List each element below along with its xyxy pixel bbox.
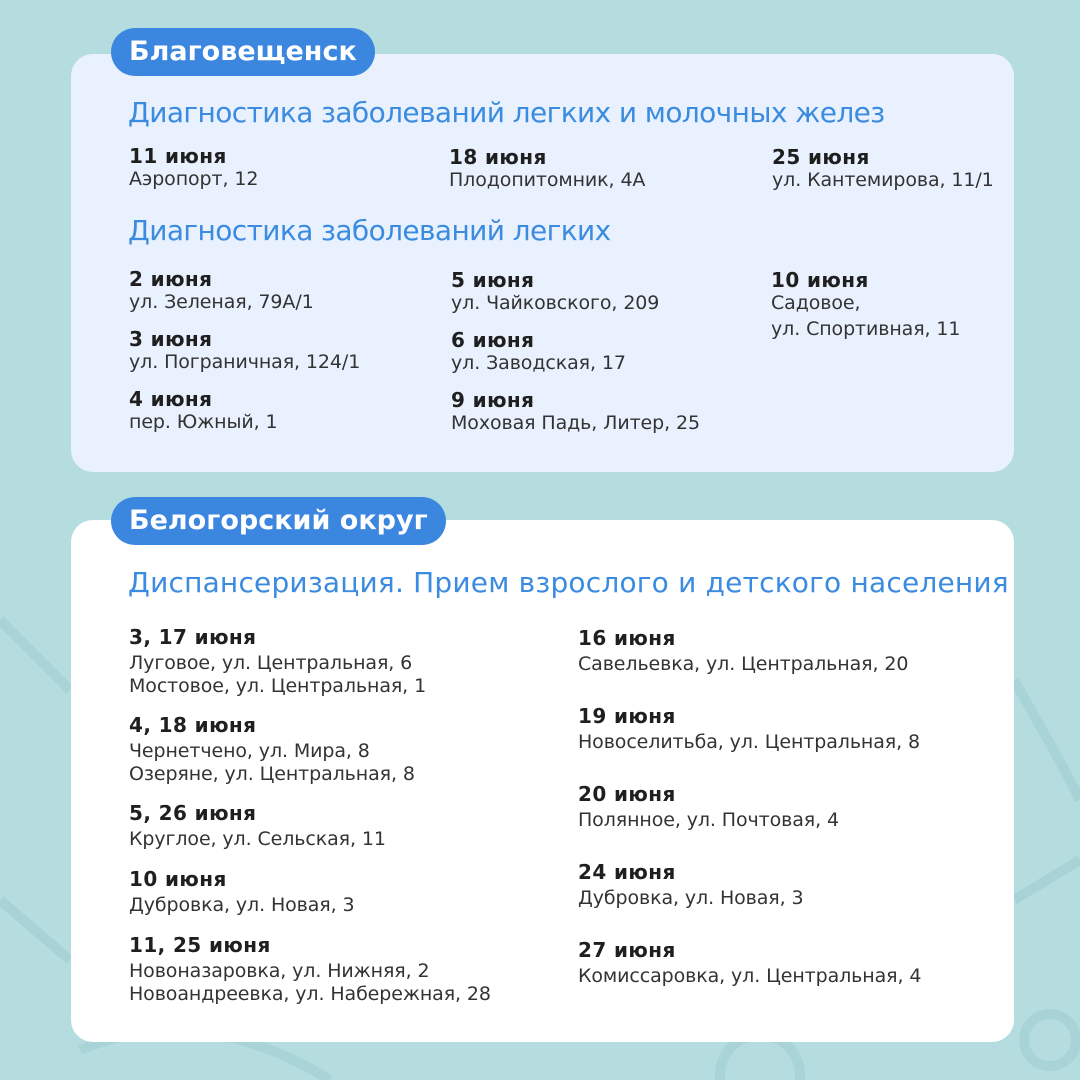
entry-address: Новоселитьба, ул. Центральная, 8 xyxy=(578,731,920,753)
schedule-entry xyxy=(771,268,960,341)
entry-address: Луговое, ул. Центральная, 6 xyxy=(129,652,413,674)
entry-address: Савельевка, ул. Центральная, 20 xyxy=(578,653,909,675)
section2-heading: Диспансеризация. Прием взрослого и детского населения xyxy=(128,566,1009,599)
entry-address: Моховая Падь, Литер, 25 xyxy=(451,412,700,434)
entry-date: 6 июня xyxy=(451,328,535,352)
entry-address: ул. Зеленая, 79А/1 xyxy=(129,291,314,313)
entry-address: ул. Пограничная, 124/1 xyxy=(129,351,361,373)
entry-date: 2 июня xyxy=(129,267,213,291)
schedule-entry xyxy=(449,145,645,192)
entry-date: 11, 25 июня xyxy=(129,933,271,957)
section-badge-blagoveshchensk: Благовещенск xyxy=(111,28,375,76)
entry-date: 3 июня xyxy=(129,327,213,351)
schedule-entry xyxy=(451,388,700,435)
entry-address: Плодопитомник, 4А xyxy=(449,169,646,191)
entry-date: 16 июня xyxy=(578,626,676,650)
entry-date: 18 июня xyxy=(449,145,547,169)
entry-date: 4 июня xyxy=(129,387,213,411)
schedule-entry xyxy=(129,267,314,314)
schedule-entry xyxy=(129,327,360,374)
entry-address: Полянное, ул. Почтовая, 4 xyxy=(578,809,839,831)
entry-address: Садовое, xyxy=(771,292,861,314)
entry-date: 5 июня xyxy=(451,268,535,292)
entry-address-line2: Мостовое, ул. Центральная, 1 xyxy=(129,675,427,697)
entry-date: 4, 18 июня xyxy=(129,713,257,737)
entry-address: Дубровка, ул. Новая, 3 xyxy=(578,887,804,909)
schedule-entry xyxy=(129,387,278,434)
section1-heading-lungs: Диагностика заболеваний легких xyxy=(128,214,611,247)
entry-address: Комиссаровка, ул. Центральная, 4 xyxy=(578,965,922,987)
schedule-entry xyxy=(129,713,415,786)
entry-date: 11 июня xyxy=(129,144,227,168)
entry-address: Аэропорт, 12 xyxy=(129,168,259,190)
entry-address-line2: Озеряне, ул. Центральная, 8 xyxy=(129,763,415,785)
entry-address: Дубровка, ул. Новая, 3 xyxy=(129,894,355,916)
entry-date: 24 июня xyxy=(578,860,676,884)
entry-date: 27 июня xyxy=(578,938,676,962)
entry-address-line2: Новоандреевка, ул. Набережная, 28 xyxy=(129,983,491,1005)
section1-heading-lungs-mammary: Диагностика заболеваний легких и молочных желез xyxy=(128,96,885,129)
schedule-entry xyxy=(772,145,994,192)
schedule-entry xyxy=(578,626,908,676)
entry-address: Чернетчено, ул. Мира, 8 xyxy=(129,740,370,762)
entry-date: 9 июня xyxy=(451,388,535,412)
schedule-entry xyxy=(578,938,921,988)
schedule-entry xyxy=(578,860,804,910)
entry-date: 10 июня xyxy=(771,268,869,292)
entry-address: Круглое, ул. Сельская, 11 xyxy=(129,828,386,850)
entry-address: Новоназаровка, ул. Нижняя, 2 xyxy=(129,960,430,982)
entry-date: 19 июня xyxy=(578,704,676,728)
entry-address: ул. Кантемирова, 11/1 xyxy=(772,169,994,191)
schedule-entry xyxy=(129,801,386,851)
entry-date: 10 июня xyxy=(129,867,227,891)
schedule-entry xyxy=(578,704,920,754)
entry-date: 25 июня xyxy=(772,145,870,169)
entry-address-line2: ул. Спортивная, 11 xyxy=(771,318,961,340)
section-badge-belogorsk: Белогорский округ xyxy=(111,497,446,545)
entry-date: 3, 17 июня xyxy=(129,625,257,649)
entry-date: 5, 26 июня xyxy=(129,801,257,825)
entry-address: пер. Южный, 1 xyxy=(129,411,278,433)
schedule-entry xyxy=(578,782,839,832)
schedule-entry xyxy=(129,933,491,1006)
schedule-entry xyxy=(129,144,258,191)
entry-address: ул. Заводская, 17 xyxy=(451,352,626,374)
schedule-entry xyxy=(129,867,355,917)
schedule-entry xyxy=(451,328,626,375)
schedule-entry xyxy=(451,268,659,315)
entry-date: 20 июня xyxy=(578,782,676,806)
entry-address: ул. Чайковского, 209 xyxy=(451,292,660,314)
schedule-entry xyxy=(129,625,426,698)
